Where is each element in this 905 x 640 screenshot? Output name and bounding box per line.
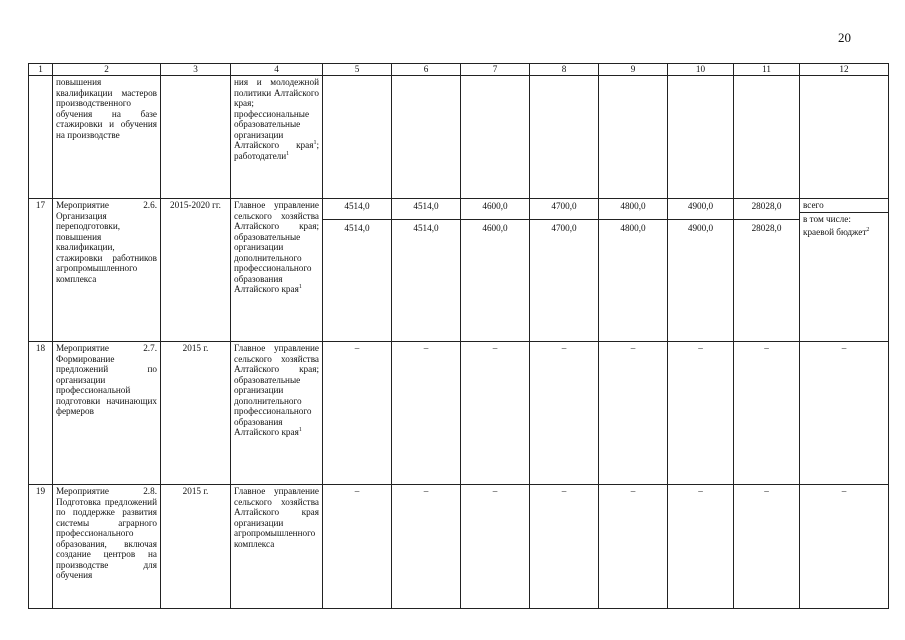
executor-cell: ния и молодежной политики Алтайского края; профессиональные образовательные организации Алтайского края$^1$; работодатели$^1$ [231, 76, 323, 199]
executor-cell: Главное управление сельского хозяйства Алтайского края; образовательные организации дополнительного профессионального образования Алтайского края$^1$ [231, 199, 323, 342]
executor-cell: Главное управление сельского хозяйства Алтайского края; образовательные организации дополнительного профессионального образования Алтайского края$^1$ [231, 342, 323, 485]
table-row [29, 342, 889, 485]
empty-value-dash: – [492, 486, 498, 496]
amount-cell: 4600,0 4600,0 [461, 199, 530, 342]
empty-value-dash: – [630, 343, 636, 353]
column-header: 5 [323, 64, 392, 76]
column-header-row [29, 64, 889, 76]
empty-value-dash: – [630, 486, 636, 496]
column-header: 7 [461, 64, 530, 76]
column-header: 4 [231, 64, 323, 76]
period-cell: 2015 г. [161, 342, 231, 485]
empty-value-dash: – [561, 486, 567, 496]
column-header: 1 [29, 64, 53, 76]
empty-value-dash: – [423, 343, 429, 353]
row-number: 17 [29, 199, 53, 342]
program-table [28, 63, 889, 609]
empty-value-dash: – [492, 343, 498, 353]
column-header: 3 [161, 64, 231, 76]
page-number: 20 [838, 30, 851, 45]
period-cell: 2015-2020 гг. [161, 199, 231, 342]
funding-source-cell: всего в том числе: краевой бюджет$^2$ [800, 199, 889, 342]
period-cell: 2015 г. [161, 485, 231, 609]
amount-cell: 4900,0 4900,0 [668, 199, 734, 342]
empty-value-dash: – [354, 343, 360, 353]
amount-cell: 4800,0 4800,0 [599, 199, 668, 342]
empty-value-dash: – [764, 486, 769, 496]
empty-value-dash: – [561, 343, 567, 353]
row-number: 18 [29, 342, 53, 485]
empty-value-dash: – [841, 343, 847, 353]
column-header: 8 [530, 64, 599, 76]
activity-cell: Мероприятие 2.7. Формирование предложений по организации профессиональной подготовки начинающих фермеров [53, 342, 161, 485]
amount-cell: 4514,0 4514,0 [392, 199, 461, 342]
empty-value-dash: – [764, 343, 769, 353]
activity-cell: Мероприятие 2.8. Подготовка предложений по поддержке развития системы аграрного профессионального образования, включая создание центров на производстве для обучения [53, 485, 161, 609]
column-header: 9 [599, 64, 668, 76]
row-number: 19 [29, 485, 53, 609]
executor-cell: Главное управление сельского хозяйства Алтайского края организации агропромышленного комплекса [231, 485, 323, 609]
empty-value-dash: – [698, 343, 703, 353]
column-header: 12 [800, 64, 889, 76]
activity-cell: Мероприятие 2.6. Организация переподготовки, повышения квалификации, стажировки работников агропромышленного комплекса [53, 199, 161, 342]
empty-value-dash: – [698, 486, 703, 496]
empty-value-dash: – [354, 486, 360, 496]
table-row [29, 199, 889, 342]
empty-value-dash: – [841, 486, 847, 496]
column-header: 10 [668, 64, 734, 76]
amount-cell: 28028,0 28028,0 [734, 199, 800, 342]
amount-cell: 4514,0 4514,0 [323, 199, 392, 342]
column-header: 6 [392, 64, 461, 76]
column-header: 2 [53, 64, 161, 76]
amount-cell: 4700,0 4700,0 [530, 199, 599, 342]
column-header: 11 [734, 64, 800, 76]
activity-cell: повышения квалификации мастеров производственного обучения на базе стажировки и обучения на производстве [53, 76, 161, 199]
table-row-continuation [29, 76, 889, 199]
table-row [29, 485, 889, 609]
empty-value-dash: – [423, 486, 429, 496]
